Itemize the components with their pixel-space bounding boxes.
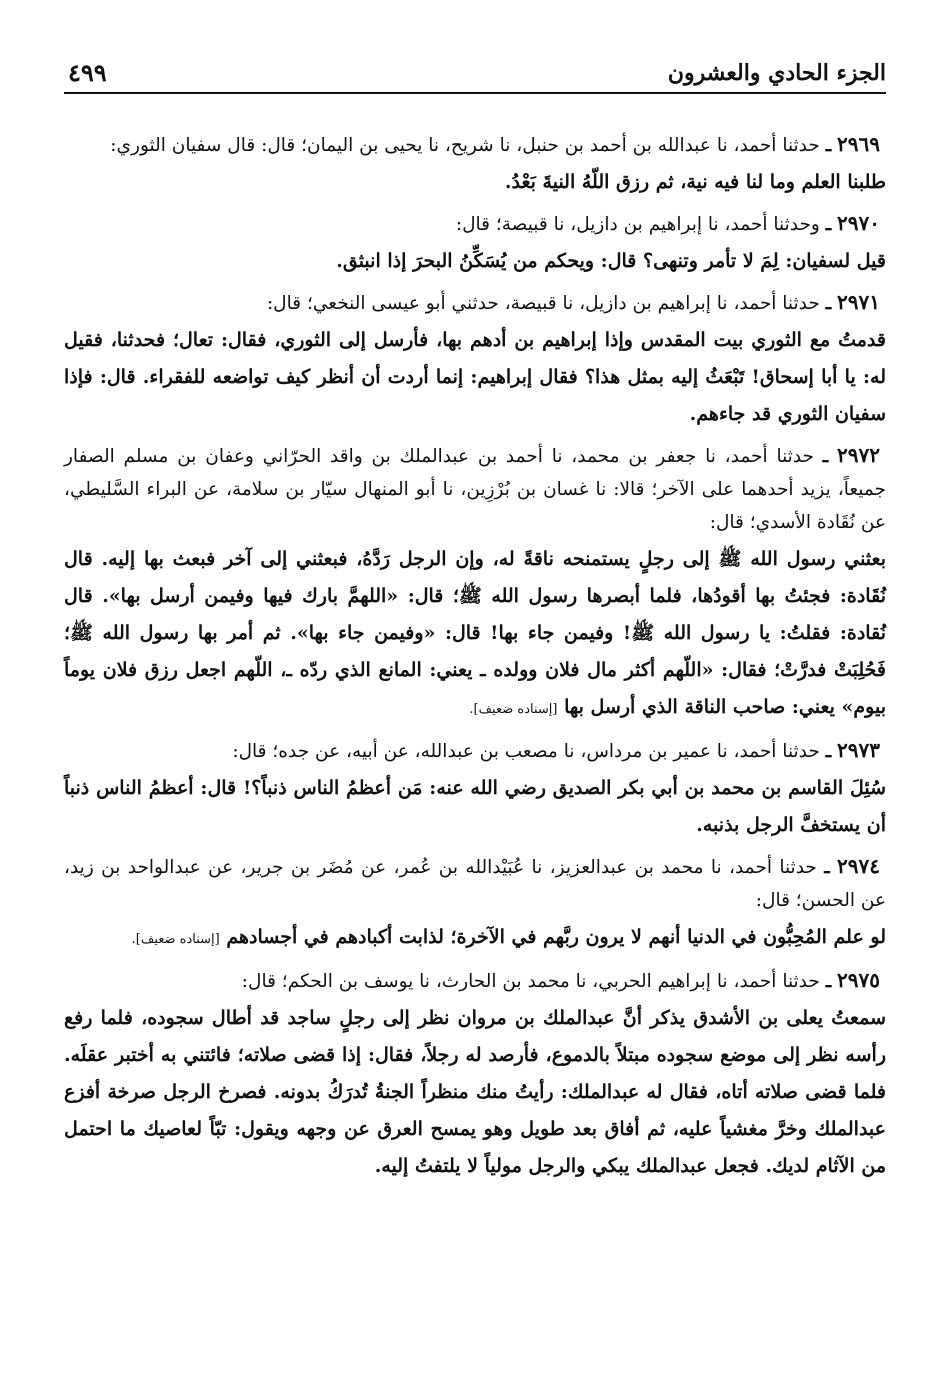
- matn-text: بعثني رسول الله ﷺ إلى رجلٍ يستمنحه ناقةً له، وإن الرجل رَدَّهُ، فبعثني إلى آخر فبعث بها إليه. قال نُقَادة: فجئتُ بها أقودُها، فلما أبصرها رسول الله ﷺ؛ قال: «اللهمَّ بارك فيها وفيمن أرسل بها». قال نُقادة: فقلتُ: يا رسول الله ﷺ! وفيمن جاء بها! قال: «وفيمن جاء بها». ثم أمر بها رسول الله ﷺ؛ فَحُلِبَتْ فدرَّتْ؛ فقال: «اللّهم أكثر مال فلان وولده ـ يعني: المانع الذي ردّه ـ، اللّهم اجعل رزق فلان يوماً بيوم» يعني: صاحب الناقة الذي أرسل بها: [64, 548, 886, 718]
- entry-isnad: ٢٩٧٤ ـ حدثنا أحمد، نا محمد بن عبدالعزيز، نا عُبَيْدالله بن عُمر، عن مُضَر بن جرير، عن عبدالواحد بن زيد، عن الحسن؛ قال:: [64, 854, 886, 911]
- entry-matn: [64, 919, 886, 958]
- entry-isnad: ٢٩٧٢ ـ حدثنا أحمد، نا جعفر بن محمد، نا أحمد بن عبدالملك بن واقد الحرّاني وعفان بن مسلم الصفار جميعاً، يزيد أحدهما على الآخر؛ قالا: نا غسان بن بُرْزِين، نا أبو المنهال سيّار بن سلامة، عن البراء السَّليطي، عن نُقَادة الأسدي؛ قال:: [64, 443, 886, 533]
- entry-number: ٢٩٧٤: [837, 854, 880, 878]
- entry-isnad: ٢٩٦٩ ـ حدثنا أحمد، نا عبدالله بن أحمد بن حنبل، نا شريح، نا يحيى بن اليمان؛ قال: قال سفيان الثوري:: [64, 128, 886, 162]
- isnad-text: حدثنا أحمد، نا محمد بن عبدالعزيز، نا عُبَيْدالله بن عُمر، عن مُضَر بن جرير، عن عبدالواحد بن زيد، عن الحسن؛ قال:: [64, 857, 886, 911]
- entry-number: ٢٩٧٣: [837, 738, 880, 762]
- isnad-text: حدثنا أحمد، نا عمير بن مرداس، نا مصعب بن عبدالله، عن أبيه، عن جده؛ قال:: [232, 741, 820, 762]
- entry-number: ٢٩٧١: [837, 290, 880, 314]
- book-page: [64, 52, 886, 1187]
- entry-matn: [64, 541, 886, 728]
- entry-matn: قيل لسفيان: لِمَ لا تأمر وتنهى؟ قال: ويحكم من يُسَكِّنُ البحرَ إذا انبثق.: [336, 250, 886, 272]
- page-number: ٤٩٩: [68, 58, 107, 87]
- entry-number: ٢٩٧٥: [837, 968, 880, 992]
- isnad-text: حدثنا أحمد، نا عبدالله بن أحمد بن حنبل، نا شريح، نا يحيى بن اليمان؛ قال: قال سفيان الثوري:: [110, 135, 820, 156]
- entry-matn: سمعتُ يعلى بن الأشدق يذكر أنَّ عبدالملك بن مروان نظر إلى رجلٍ ساجد قد أطال سجوده، فلما رفع رأسه نظر إلى موضع سجوده مبتلاً بالدموع، فأرصد له رجلاً، فقال: إذا قضى صلاته؛ فائتني به أختبر عقلَه. فلما قضى صلاته أتاه، فقال له عبدالملك: رأيتُ منك منظراً الجنةُ تُدرَكُ بدونه. فصرخ الرجل صرخة أفزع عبدالملك وخرَّ مغشياً عليه، ثم أفاق بعد طويل وهو يمسح العرق عن وجهه ويقول: تبّاً لعاصيك ما احتمل من الآثام لديك. فجعل عبدالملك يبكي والرجل مولياً لا يلتفتُ إليه.: [64, 1007, 886, 1177]
- grading-note: [إسناده ضعيف].: [131, 932, 220, 947]
- page-content: [64, 94, 886, 1185]
- isnad-text: حدثنا أحمد، نا إبراهيم الحربي، نا محمد بن الحارث، نا يوسف بن الحكم؛ قال:: [241, 971, 820, 992]
- entry-matn: سُئِلَ القاسم بن محمد بن أبي بكر الصديق رضي الله عنه: مَن أعظمُ الناس ذنباً؟! قال: أعظمُ الناس ذنباً أن يستخفَّ الرجل بذنبه.: [64, 777, 886, 836]
- entry-number: ٢٩٦٩: [837, 132, 880, 156]
- entry-number: ٢٩٧٢: [837, 443, 880, 467]
- isnad-text: حدثنا أحمد، نا إبراهيم بن دازيل، نا قبيصة، حدثني أبو عيسى النخعي؛ قال:: [266, 293, 820, 314]
- isnad-text: حدثنا أحمد، نا جعفر بن محمد، نا أحمد بن عبدالملك بن واقد الحرّاني وعفان بن مسلم الصفار جميعاً، يزيد أحدهما على الآخر؛ قالا: نا غسان بن بُرْزِين، نا أبو المنهال سيّار بن سلامة، عن البراء السَّليطي، عن نُقَادة الأسدي؛ قال:: [64, 446, 886, 533]
- isnad-text: وحدثنا أحمد، نا إبراهيم بن دازيل، نا قبيصة؛ قال:: [455, 214, 820, 235]
- entry-isnad: ٢٩٧٣ ـ حدثنا أحمد، نا عمير بن مرداس، نا مصعب بن عبدالله، عن أبيه، عن جده؛ قال:: [64, 734, 886, 768]
- entry-matn: طلبنا العلم وما لنا فيه نية، ثم رزق اللّهُ النيةَ بَعْدُ.: [504, 171, 886, 193]
- entry-isnad: ٢٩٧١ ـ حدثنا أحمد، نا إبراهيم بن دازيل، نا قبيصة، حدثني أبو عيسى النخعي؛ قال:: [64, 286, 886, 320]
- grading-note: [إسناده ضعيف].: [469, 702, 558, 717]
- page-header: [64, 52, 886, 94]
- entry-isnad: ٢٩٧٥ ـ حدثنا أحمد، نا إبراهيم الحربي، نا محمد بن الحارث، نا يوسف بن الحكم؛ قال:: [64, 964, 886, 998]
- entry-matn: قدمتُ مع الثوري بيت المقدس وإذا إبراهيم بن أدهم بها، فأرسل إلى الثوري، فقال: تعال؛ فحدثنا، فقيل له: يا أبا إسحاق! تَبْعَثُ إليه بمثل هذا؟ فقال إبراهيم: إنما أردت أن أنظر كيف تواضعه للفقراء. قال: فإذا سفيان الثوري قد جاءهم.: [64, 329, 886, 425]
- matn-text: لو علم المُحِبُّون في الدنيا أنهم لا يرون ربَّهم في الآخرة؛ لذابت أكبادهم في أجسادهم: [226, 926, 886, 948]
- entry-number: ٢٩٧٠: [837, 211, 880, 235]
- running-title: الجزء الحادي والعشرون: [667, 60, 886, 86]
- entry-isnad: ٢٩٧٠ ـ وحدثنا أحمد، نا إبراهيم بن دازيل، نا قبيصة؛ قال:: [64, 207, 886, 241]
